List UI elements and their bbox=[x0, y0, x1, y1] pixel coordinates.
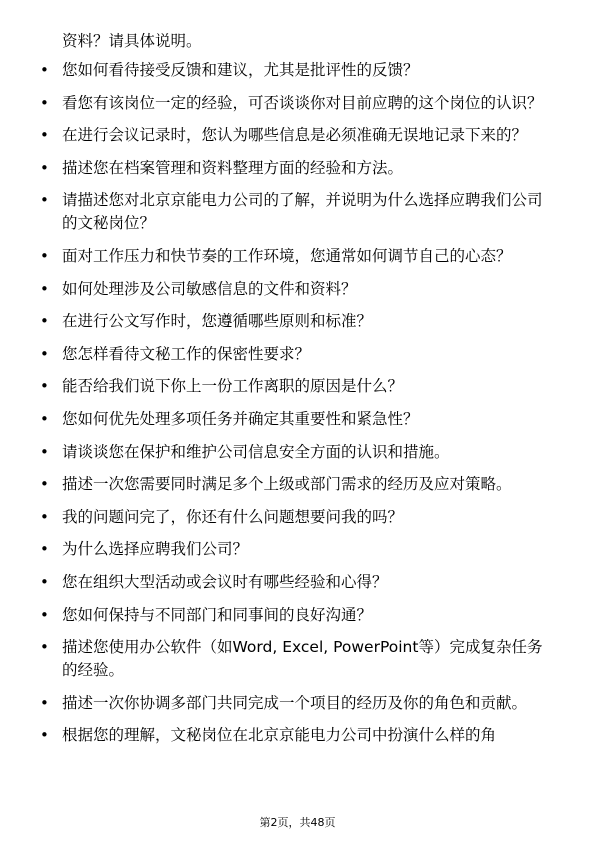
bullet-icon: • bbox=[40, 475, 49, 494]
list-item bbox=[0, 343, 595, 366]
bullet-icon: • bbox=[40, 279, 49, 298]
bullet-icon: • bbox=[40, 93, 49, 112]
list-item bbox=[0, 59, 595, 82]
bullet-icon: • bbox=[40, 61, 49, 79]
bullet-icon: • bbox=[40, 126, 49, 145]
question-text: 请描述您对北京京能电力公司的了解，并说明为什么选择应聘我们公司的文秘岗位？ bbox=[62, 191, 543, 233]
list-item bbox=[0, 724, 595, 747]
question-text: 请谈谈您在保护和维护公司信息安全方面的认识和措施。 bbox=[62, 442, 450, 461]
continuation-text: 资料？请具体说明。 bbox=[62, 32, 202, 50]
bullet-icon: • bbox=[40, 158, 49, 177]
list-item bbox=[0, 692, 595, 715]
question-text: 您在组织大型活动或会议时有哪些经验和心得？ bbox=[62, 572, 388, 591]
question-text: 看您有该岗位一定的经验，可否谈谈你对目前应聘的这个岗位的认识？ bbox=[62, 93, 543, 112]
question-list bbox=[0, 59, 595, 757]
bullet-icon: • bbox=[40, 377, 49, 396]
bullet-icon: • bbox=[40, 507, 49, 526]
bullet-icon: • bbox=[40, 693, 49, 712]
question-text: 您如何看待接受反馈和建议，尤其是批评性的反馈？ bbox=[62, 61, 419, 79]
list-item bbox=[0, 604, 595, 627]
question-text: 描述您使用办公软件（如Word, Excel, PowerPoint等）完成复杂任务的经验。 bbox=[62, 638, 543, 680]
list-item bbox=[0, 473, 595, 496]
list-item bbox=[0, 408, 595, 431]
bullet-icon: • bbox=[40, 246, 49, 265]
list-item bbox=[0, 441, 595, 464]
list-item bbox=[0, 571, 595, 594]
list-item bbox=[0, 245, 595, 268]
question-text: 面对工作压力和快节奏的工作环境，您通常如何调节自己的心态？ bbox=[62, 246, 512, 265]
list-item bbox=[0, 124, 595, 147]
list-item bbox=[0, 506, 595, 529]
bullet-icon: • bbox=[40, 726, 49, 745]
list-item bbox=[0, 636, 595, 682]
list-item bbox=[0, 278, 595, 301]
question-text: 描述一次您需要同时满足多个上级或部门需求的经历及应对策略。 bbox=[62, 475, 512, 494]
bullet-icon: • bbox=[40, 312, 49, 331]
bullet-icon: • bbox=[40, 442, 49, 461]
question-text: 如何处理涉及公司敏感信息的文件和资料？ bbox=[62, 279, 357, 298]
question-text: 为什么选择应聘我们公司？ bbox=[62, 540, 249, 559]
list-item bbox=[0, 375, 595, 398]
bullet-icon: • bbox=[40, 638, 49, 657]
question-text: 您如何保持与不同部门和同事间的良好沟通？ bbox=[62, 605, 373, 624]
list-item bbox=[0, 310, 595, 333]
page-footer: 第2页，共48页 bbox=[259, 816, 336, 829]
list-item bbox=[0, 189, 595, 235]
bullet-icon: • bbox=[40, 191, 49, 210]
question-text: 能否给我们说下你上一份工作离职的原因是什么？ bbox=[62, 377, 404, 396]
bullet-icon: • bbox=[40, 540, 49, 559]
bullet-icon: • bbox=[40, 572, 49, 591]
bullet-icon: • bbox=[40, 409, 49, 428]
question-text: 根据您的理解，文秘岗位在北京京能电力公司中扮演什么样的角 bbox=[62, 726, 497, 745]
question-text: 在进行会议记录时，您认为哪些信息是必须准确无误地记录下来的？ bbox=[62, 126, 528, 145]
bullet-icon: • bbox=[40, 344, 49, 363]
question-text: 描述您在档案管理和资料整理方面的经验和方法。 bbox=[62, 158, 404, 177]
bullet-icon: • bbox=[40, 605, 49, 624]
question-text: 您怎样看待文秘工作的保密性要求？ bbox=[62, 344, 311, 363]
question-text: 在进行公文写作时，您遵循哪些原则和标准？ bbox=[62, 312, 373, 331]
question-text: 描述一次你协调多部门共同完成一个项目的经历及你的角色和贡献。 bbox=[62, 693, 528, 712]
question-text: 我的问题问完了，你还有什么问题想要问我的吗？ bbox=[62, 507, 404, 526]
question-text: 您如何优先处理多项任务并确定其重要性和紧急性？ bbox=[62, 409, 419, 428]
list-item bbox=[0, 92, 595, 115]
list-item bbox=[0, 157, 595, 180]
list-item bbox=[0, 538, 595, 561]
